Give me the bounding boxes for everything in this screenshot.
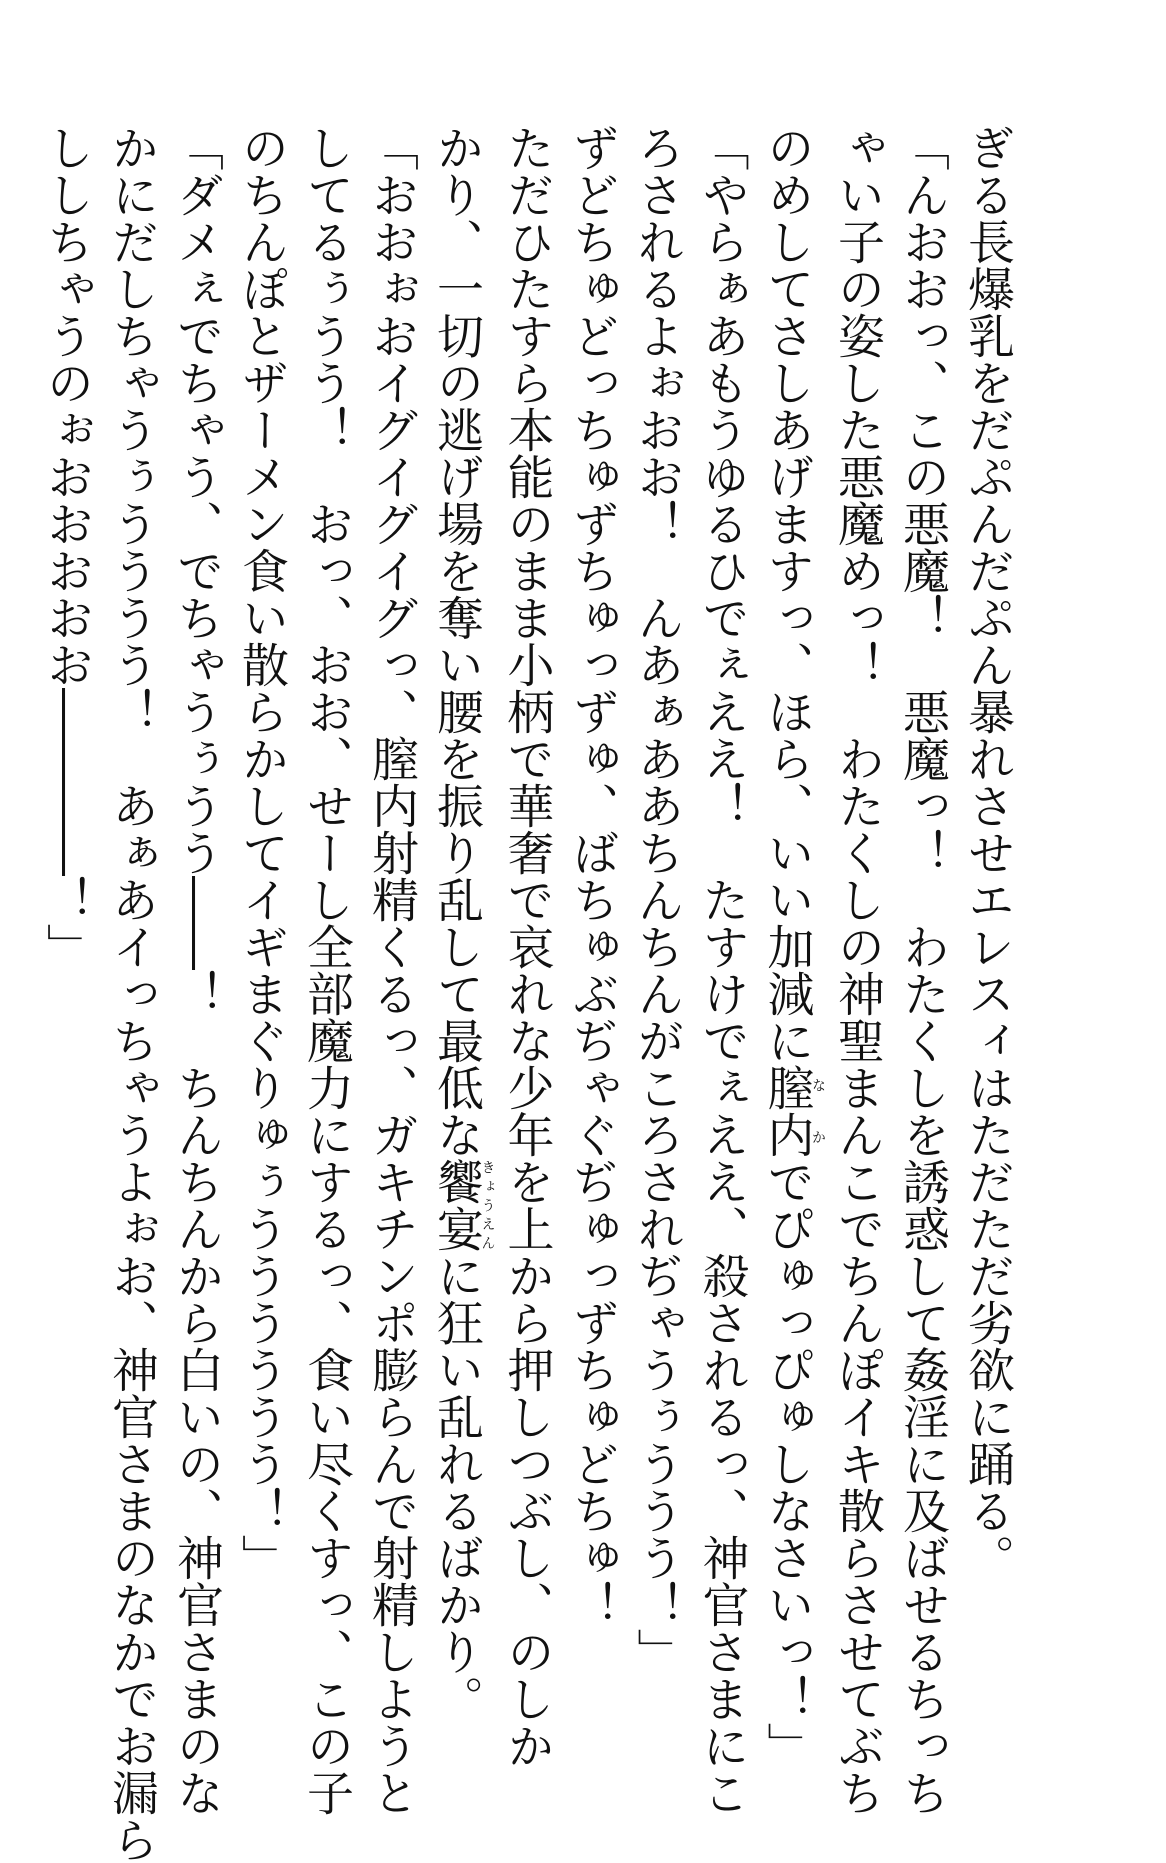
text-line-10: 「おおぉおイグイグイグっ、膣内射精くるっ、ガキチンポ膨らんで射精しようと xyxy=(364,124,419,1816)
text-line-4 xyxy=(755,124,826,1769)
text-line-5: 「やらぁあもうゆるひでぇええ！ たすけでぇええ、殺されるっ、神官さまにこ xyxy=(694,124,750,1816)
text-line-4-tail: でぴゅっぴゅしなさいっ！」 xyxy=(759,1158,815,1769)
text-line-3: ゃい子の姿した悪魔めっ！ わたくしの神聖まんこでちんぽイキ散らさせてぶち xyxy=(830,124,885,1816)
ruby-naka xyxy=(759,1064,826,1158)
text-line-9 xyxy=(424,124,496,1722)
ruby-reading: きょうえん xyxy=(479,1158,496,1252)
text-line-4-head: のめしてさしあげますっ、ほら、いい加減に xyxy=(759,124,815,1064)
text-line-6: ろされるよぉおお！ んあぁああちんちんがころされぢゃうぅううう！」 xyxy=(629,124,685,1675)
text-line-12: のちんぽとザーメン食い散らかしてイギまぐりゅぅうううううう！」 xyxy=(234,124,289,1581)
text-line-14: かにだしちゃうぅうううう！ あぁあイっちゃうよぉお、神官さまのなかでお漏ら xyxy=(104,124,159,1863)
text-line-15: ししちゃうのぉおおおおお――――！」 xyxy=(39,124,94,970)
text-line-2: 「んおおっ、この悪魔！ 悪魔っ！ わたくしを誘惑して姦淫に及ばせるちっち xyxy=(895,124,950,1816)
text-line-7: ずどちゅどっちゅずちゅっずゅ、ばちゅぶぢゃぐぢゅっずちゅどちゅ！ xyxy=(564,124,620,1628)
vertical-text-body xyxy=(39,124,1020,1863)
ruby-base: 饗宴 xyxy=(429,1158,484,1252)
ruby-kyouen xyxy=(429,1158,496,1252)
text-line-13: 「ダメぇでちゃう、でちゃうぅうう――！ ちんちんから白いの、神官さまのな xyxy=(169,124,224,1816)
text-line-9-head: かり、一切の逃げ場を奪い腰を振り乱して最低な xyxy=(429,124,484,1158)
ruby-reading: なか xyxy=(810,1064,826,1158)
ruby-base: 膣内 xyxy=(759,1064,815,1158)
text-line-8: ただひたすら本能のまま小柄で華奢で哀れな少年を上から押しつぶし、のしか xyxy=(499,124,555,1769)
text-line-9-tail: に狂い乱れるばかり。 xyxy=(429,1252,484,1722)
text-line-11: してるぅうう！ おっ、おお、せーし全部魔力にするっ、食い尽くすっ、この子 xyxy=(299,124,354,1816)
text-line-1: ぎる長爆乳をだぷんだぷん暴れさせエレスィはただただ劣欲に踊る。 xyxy=(960,124,1015,1581)
